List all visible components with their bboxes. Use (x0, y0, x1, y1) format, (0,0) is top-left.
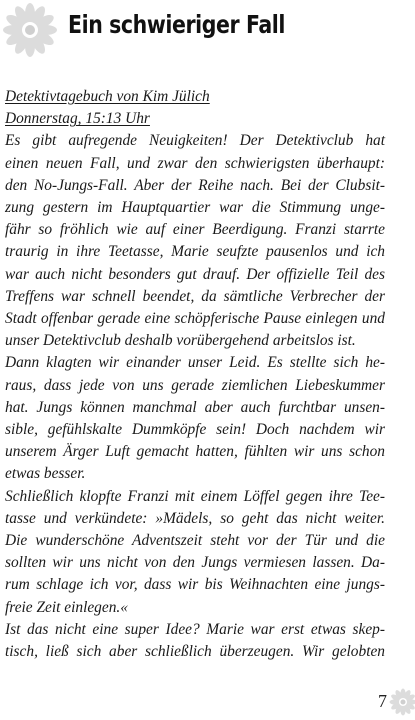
text-line: traurig in ihre Teetasse, Marie seufzte pausenlos und ich (5, 243, 385, 261)
diary-text (5, 86, 385, 663)
text-line: Schließlich klopfte Franzi mit einem Löffel gegen ihre Tee- (5, 487, 385, 505)
text-line: hat. Jungs können manchmal aber auch furchtbar unsen- (5, 398, 385, 416)
text-line: tasse und verkündete: »Mädels, so geht das nicht weiter. (5, 509, 385, 527)
text-line: Ist das nicht eine super Idee? Marie war erst etwas skep- (5, 620, 385, 638)
text-line: zung gestern im Hauptquartier war die Stimmung unge- (5, 199, 385, 217)
text-line: sible, gefühlskalte Dummköpfe sein! Doch nachdem wir (5, 421, 385, 439)
text-line: etwas besser. (5, 465, 86, 483)
page-number: 7 (378, 691, 387, 711)
diary-date: Donnerstag, 15:13 Uhr (5, 110, 150, 128)
text-line: rum schlage ich vor, dass wir bis Weihnachten eine jungs- (5, 576, 385, 594)
text-line: Es gibt aufregende Neuigkeiten! Der Detektivclub hat (5, 132, 385, 150)
text-line: Stadt offenbar gerade eine schöpferische Pause einlegen und (5, 310, 385, 328)
text-line: raus, dass jede von uns gerade ziemlichen Liebeskummer (5, 376, 385, 394)
diary-heading: Detektivtagebuch von Kim Jülich (5, 88, 210, 105)
text-line: fähr so fröhlich wie auf einer Beerdigung. Franzi starrte (5, 221, 385, 239)
text-line: Treffens war schnell beendet, da sämtliche Verbrecher der (5, 287, 385, 305)
text-line: war auch nicht besonders gut drauf. Der offizielle Teil des (5, 265, 385, 283)
text-line: einen neuen Fall, und zwar den schwierigsten überhaupt: (5, 154, 385, 172)
page-header (0, 0, 415, 62)
text-line: tisch, ließ sich aber schließlich überzeugen. Wir gelobten (5, 643, 385, 661)
text-line: unser Detektivclub deshalb vorübergehend arbeitslos ist. (5, 332, 356, 350)
page-footer (355, 680, 415, 720)
text-line: den No-Jungs-Fall. Aber der Reihe nach. Bei der Clubsit- (5, 176, 385, 194)
text-line: Dann klagten wir einander unser Leid. Es stellte sich he- (5, 354, 385, 372)
flower-icon (389, 688, 415, 716)
flower-icon (2, 2, 58, 58)
text-line: freie Zeit einlegen.« (5, 598, 128, 616)
text-line: Die wunderschöne Adventszeit steht vor der Tür und die (5, 532, 385, 550)
text-line: unserem Ärger Luft gemacht hatten, fühlten wir uns schon (5, 443, 385, 461)
text-line: sollten wir uns nicht von den Jungs vermiesen lassen. Da- (5, 554, 385, 572)
chapter-title: Ein schwieriger Fall (68, 10, 286, 39)
